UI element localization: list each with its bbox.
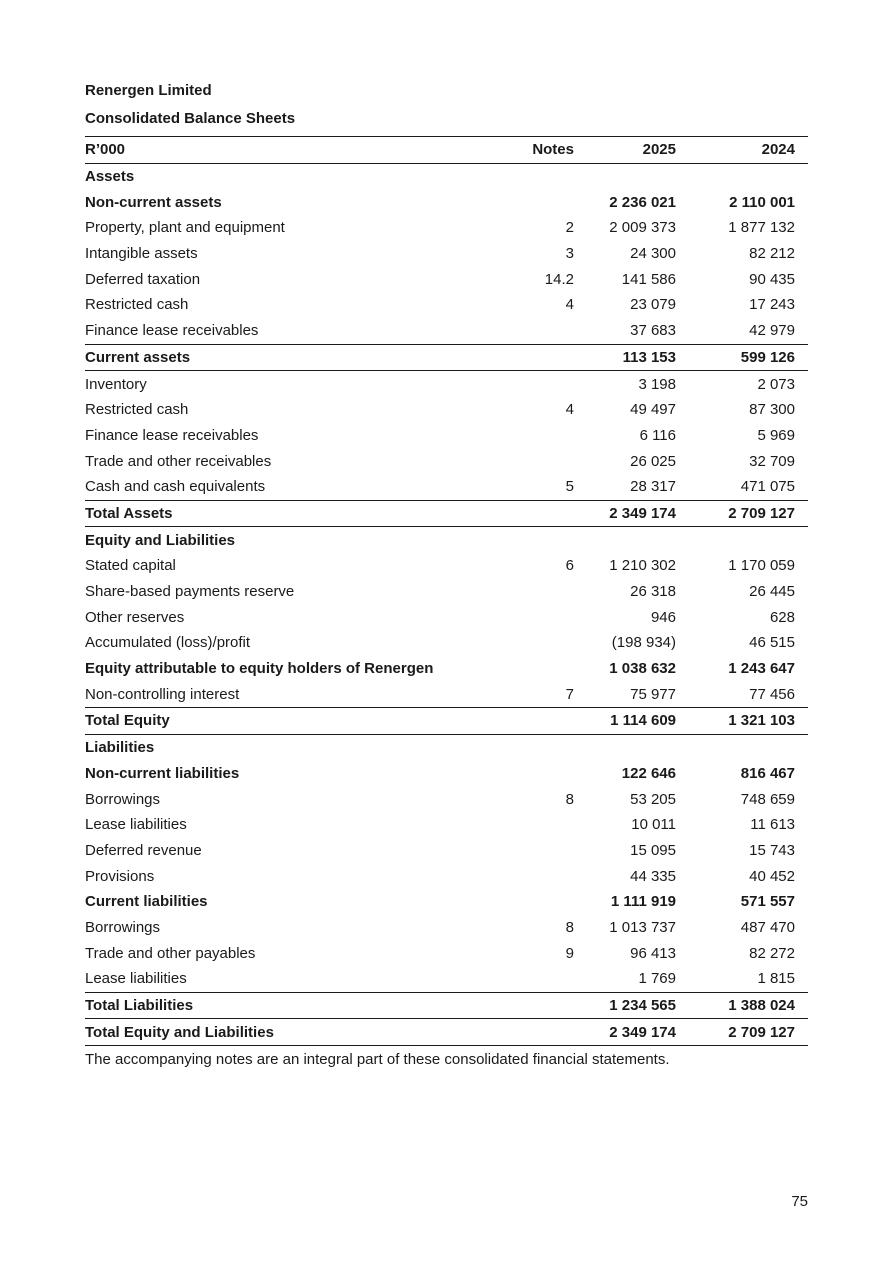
balance-sheet-table [85, 136, 808, 1046]
row-label: Total Assets [85, 504, 173, 522]
row-value-2025: 6 116 [639, 426, 676, 444]
section-heading-row [85, 734, 808, 760]
row-label: Provisions [85, 867, 155, 885]
row-notes [514, 1019, 574, 1046]
row-notes [514, 527, 574, 553]
row-label: Property, plant and equipment [85, 219, 285, 237]
row-value-2024: 1 170 059 [728, 557, 795, 575]
subtotal-row [85, 344, 808, 371]
row-notes [514, 344, 574, 371]
row-label: Assets [85, 168, 135, 186]
table-row [85, 915, 808, 941]
row-value-2024: 32 709 [749, 452, 795, 470]
row-value-2025: 75 977 [630, 685, 676, 703]
row-value-2025: 1 038 632 [609, 660, 676, 678]
table-row [85, 371, 808, 397]
row-notes [514, 992, 574, 1019]
total-row [85, 708, 808, 735]
row-value-2024: 17 243 [749, 296, 795, 314]
row-value-2024 [676, 163, 808, 189]
row-value-2024: 87 300 [749, 401, 795, 419]
row-label: Restricted cash [85, 401, 189, 419]
row-notes: 7 [565, 685, 574, 703]
row-label: Lease liabilities [85, 970, 187, 988]
table-row [85, 423, 808, 449]
row-notes [514, 579, 574, 605]
row-value-2024: 2 073 [757, 375, 795, 393]
row-value-2024: 2 709 127 [728, 504, 795, 522]
row-value-2025: 1 114 609 [610, 712, 676, 730]
row-label: Borrowings [85, 790, 161, 808]
subtotal-row [85, 189, 808, 215]
row-label: Current liabilities [85, 893, 208, 911]
total-row [85, 500, 808, 527]
row-value-2025 [574, 734, 676, 760]
row-label: Current assets [85, 348, 191, 366]
row-notes [514, 500, 574, 527]
row-value-2025 [574, 163, 676, 189]
column-header-notes: Notes [532, 141, 574, 159]
statement-title: Consolidated Balance Sheets [85, 110, 296, 127]
row-notes [514, 448, 574, 474]
row-notes [514, 163, 574, 189]
row-notes [514, 734, 574, 760]
row-notes: 6 [565, 557, 574, 575]
section-heading-row [85, 527, 808, 553]
row-label: Non-controlling interest [85, 685, 240, 703]
row-notes [514, 423, 574, 449]
row-label: Trade and other receivables [85, 452, 272, 470]
row-label: Stated capital [85, 557, 176, 575]
row-value-2025: 1 111 919 [610, 893, 676, 911]
row-label: Non-current liabilities [85, 764, 240, 782]
row-value-2024: 1 815 [757, 970, 795, 988]
row-label: Borrowings [85, 918, 161, 936]
row-value-2025: 2 009 373 [609, 219, 676, 237]
row-value-2025: 44 335 [630, 867, 676, 885]
row-label: Trade and other payables [85, 944, 256, 962]
section-heading-row [85, 163, 808, 189]
table-row [85, 630, 808, 656]
row-value-2024: 82 272 [749, 944, 795, 962]
table-row [85, 940, 808, 966]
row-value-2025: 28 317 [630, 478, 676, 496]
row-value-2025: 96 413 [630, 944, 676, 962]
row-label: Cash and cash equivalents [85, 478, 266, 496]
row-notes [514, 863, 574, 889]
row-label: Total Liabilities [85, 997, 194, 1015]
row-value-2025: 15 095 [630, 841, 676, 859]
row-label: Equity and Liabilities [85, 531, 236, 549]
row-value-2024: 11 613 [750, 816, 795, 834]
row-notes: 4 [565, 296, 574, 314]
row-notes: 2 [565, 219, 574, 237]
row-notes [514, 371, 574, 397]
row-value-2025: 1 769 [638, 970, 676, 988]
row-notes [514, 708, 574, 735]
row-value-2024 [676, 527, 808, 553]
table-row [85, 812, 808, 838]
row-notes: 9 [565, 944, 574, 962]
total-row [85, 1019, 808, 1046]
row-value-2025: 26 318 [630, 583, 676, 601]
table-row [85, 579, 808, 605]
subtotal-row [85, 889, 808, 915]
row-value-2024: 1 321 103 [728, 712, 795, 730]
row-notes: 5 [565, 478, 574, 496]
row-value-2025: 141 586 [621, 270, 676, 288]
row-value-2025: 26 025 [630, 452, 676, 470]
subtotal-row [85, 656, 808, 682]
row-label: Finance lease receivables [85, 322, 259, 340]
table-row [85, 553, 808, 579]
total-row [85, 992, 808, 1019]
table-row [85, 292, 808, 318]
row-label: Deferred revenue [85, 841, 202, 859]
row-notes [514, 838, 574, 864]
row-notes [514, 761, 574, 787]
row-value-2024: 46 515 [749, 634, 795, 652]
row-value-2024: 471 075 [740, 478, 795, 496]
row-notes: 14.2 [544, 270, 574, 288]
table-row [85, 215, 808, 241]
row-value-2025: 23 079 [630, 296, 676, 314]
table-row [85, 241, 808, 267]
column-header-2025: 2025 [642, 141, 676, 159]
table-row [85, 448, 808, 474]
company-name: Renergen Limited [85, 82, 212, 99]
row-value-2025: 3 198 [638, 375, 676, 393]
row-value-2025: 2 349 174 [609, 504, 676, 522]
row-value-2025: 122 646 [621, 764, 676, 782]
row-label: Equity attributable to equity holders of Renergen [85, 660, 434, 678]
row-label: Accumulated (loss)/profit [85, 634, 251, 652]
row-value-2025: 946 [650, 608, 676, 626]
table-row [85, 863, 808, 889]
row-value-2024: 571 557 [740, 893, 795, 911]
page-number: 75 [791, 1193, 808, 1210]
row-value-2024: 1 877 132 [728, 219, 795, 237]
row-label: Total Equity and Liabilities [85, 1023, 274, 1041]
row-notes [514, 189, 574, 215]
row-label: Restricted cash [85, 296, 189, 314]
row-value-2024: 40 452 [749, 867, 795, 885]
row-value-2024: 2 709 127 [728, 1023, 795, 1041]
row-value-2024: 748 659 [740, 790, 795, 808]
row-notes [514, 889, 574, 915]
table-header-row [85, 137, 808, 164]
row-label: Total Equity [85, 712, 170, 730]
table-row [85, 318, 808, 344]
row-notes: 4 [565, 401, 574, 419]
row-label: Share-based payments reserve [85, 583, 295, 601]
row-notes: 8 [565, 790, 574, 808]
row-label: Lease liabilities [85, 816, 187, 834]
row-label: Intangible assets [85, 245, 198, 263]
row-label: Liabilities [85, 739, 155, 757]
row-value-2024: 599 126 [740, 348, 795, 366]
row-value-2024: 816 467 [740, 764, 795, 782]
row-value-2024: 1 243 647 [728, 660, 795, 678]
footnote: The accompanying notes are an integral part of these consolidated financial statements. [85, 1051, 670, 1069]
row-value-2024: 82 212 [749, 245, 795, 263]
table-row [85, 681, 808, 707]
row-value-2025: 49 497 [630, 401, 676, 419]
row-notes [514, 966, 574, 992]
row-value-2024: 77 456 [749, 685, 795, 703]
row-notes [514, 656, 574, 682]
column-header-2024: 2024 [761, 141, 795, 159]
table-row [85, 786, 808, 812]
row-value-2024: 487 470 [740, 918, 795, 936]
table-row [85, 604, 808, 630]
row-value-2024: 1 388 024 [728, 997, 795, 1015]
row-label: Deferred taxation [85, 270, 201, 288]
row-value-2024: 628 [769, 608, 795, 626]
row-value-2025: 37 683 [630, 322, 676, 340]
row-value-2025: 53 205 [630, 790, 676, 808]
row-label: Non-current assets [85, 193, 222, 211]
row-value-2025 [574, 527, 676, 553]
row-notes [514, 318, 574, 344]
table-row [85, 838, 808, 864]
row-value-2025: 1 234 565 [609, 997, 676, 1015]
row-value-2024 [676, 734, 808, 760]
subtotal-row [85, 761, 808, 787]
row-value-2024: 2 110 001 [729, 193, 795, 211]
column-header-currency: R’000 [85, 141, 126, 159]
row-notes [514, 604, 574, 630]
row-value-2024: 26 445 [749, 583, 795, 601]
row-notes [514, 630, 574, 656]
row-value-2024: 15 743 [749, 841, 795, 859]
row-value-2025: 24 300 [630, 245, 676, 263]
row-value-2024: 42 979 [749, 322, 795, 340]
table-row [85, 966, 808, 992]
row-value-2024: 90 435 [749, 270, 795, 288]
row-label: Finance lease receivables [85, 426, 259, 444]
row-notes [514, 812, 574, 838]
row-value-2025: 2 349 174 [609, 1023, 676, 1041]
row-value-2025: 1 210 302 [609, 557, 676, 575]
row-value-2024: 5 969 [757, 426, 795, 444]
row-value-2025: 2 236 021 [609, 193, 676, 211]
balance-sheet-page [85, 80, 808, 1070]
table-row [85, 266, 808, 292]
table-row [85, 474, 808, 500]
row-notes: 8 [565, 918, 574, 936]
row-value-2025: 1 013 737 [609, 918, 676, 936]
row-label: Other reserves [85, 608, 185, 626]
row-value-2025: 113 153 [622, 348, 676, 366]
table-row [85, 397, 808, 423]
row-notes: 3 [565, 245, 574, 263]
row-value-2025: (198 934) [611, 634, 676, 652]
row-label: Inventory [85, 375, 147, 393]
row-value-2025: 10 011 [631, 816, 676, 834]
